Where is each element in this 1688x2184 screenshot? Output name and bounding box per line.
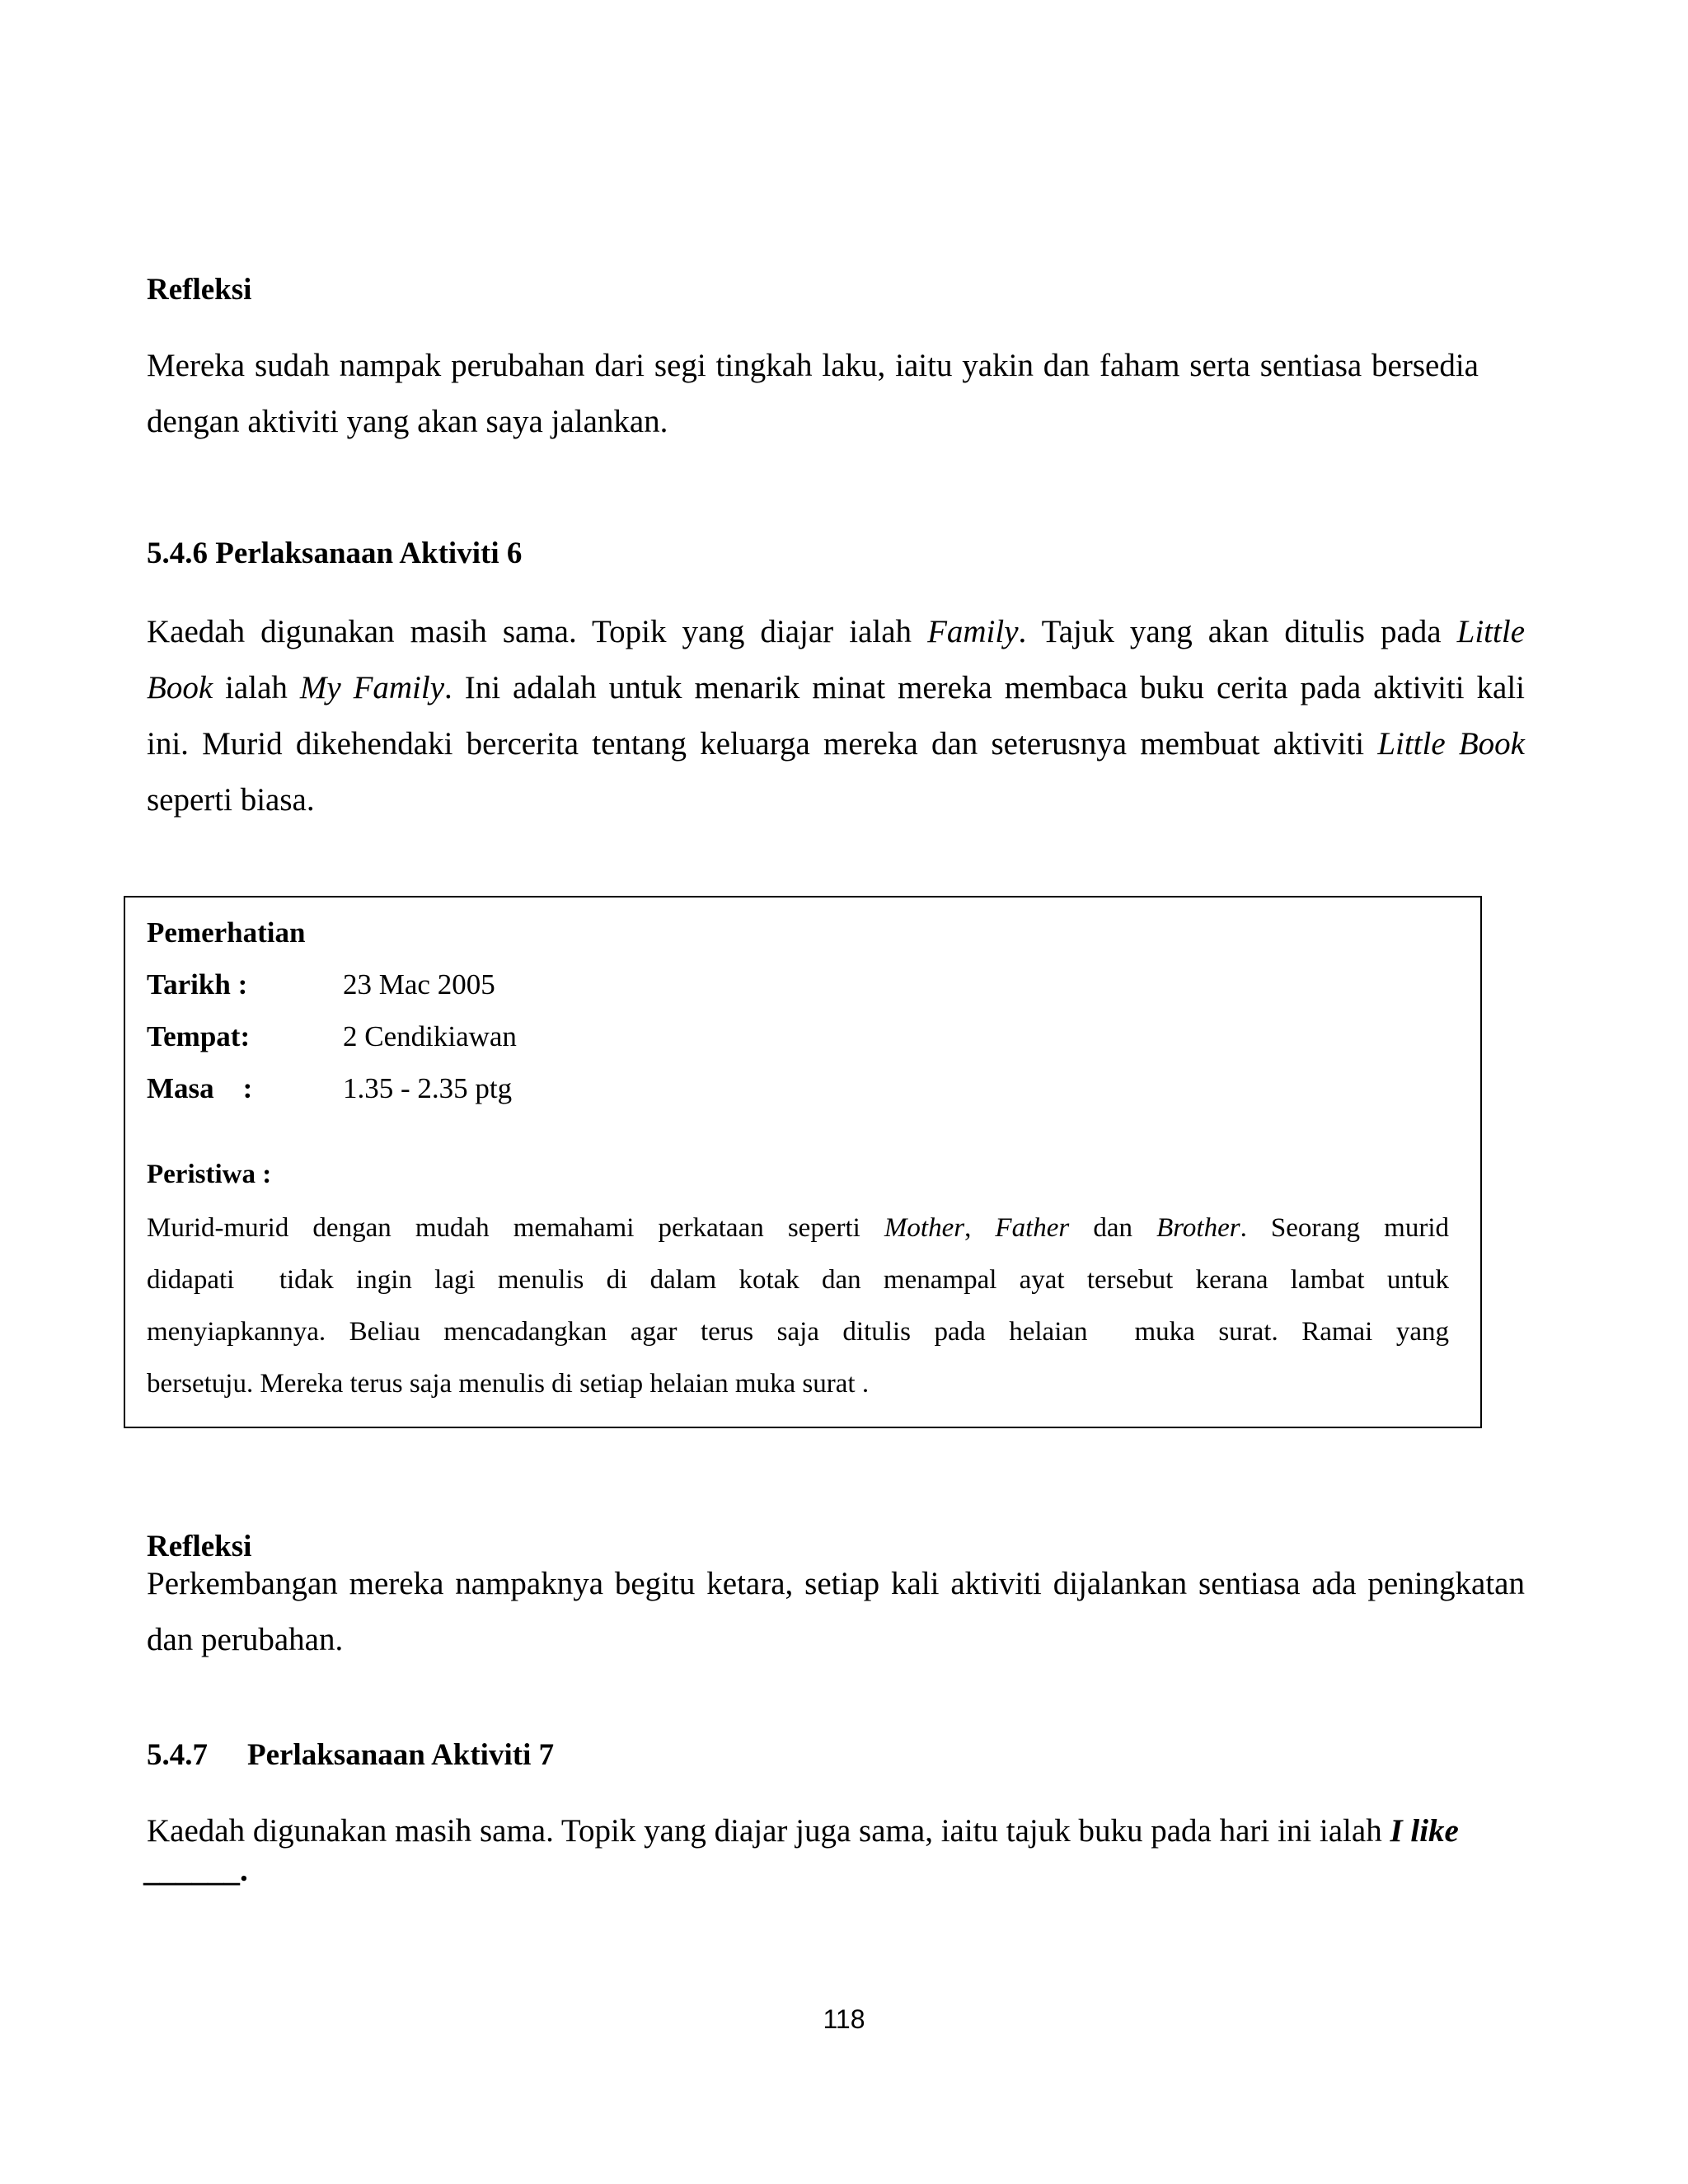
refleksi-1-paragraph	[147, 338, 1479, 450]
paragraph-line: didapati tidak ingin lagi menulis di dalam kotak dan menampal ayat tersebut kerana lambat untuk	[147, 1265, 1449, 1295]
date-label: Tarikh :	[147, 968, 248, 1001]
paragraph-line: seperti biasa.	[147, 782, 315, 818]
event-paragraph	[147, 1202, 1449, 1410]
observation-box	[124, 896, 1482, 1428]
paragraph-line: Kaedah digunakan masih sama. Topik yang diajar ialah Family. Tajuk yang akan ditulis pada Little	[147, 614, 1525, 649]
paragraph-line: Book ialah My Family. Ini adalah untuk menarik minat mereka membaca buku cerita pada aktiviti kali	[147, 670, 1526, 705]
section-heading-aktiviti-6: 5.4.6 Perlaksanaan Aktiviti 6	[147, 537, 523, 570]
paragraph-line: ini. Murid dikehendaki bercerita tentang keluarga mereka dan seterusnya membuat aktiviti Little Book	[147, 726, 1525, 762]
page-number: 118	[823, 2004, 865, 2034]
paragraph-line: dengan aktiviti yang akan saya jalankan.	[147, 404, 668, 439]
section-heading-refleksi-1: Refleksi	[147, 273, 252, 307]
section-heading-refleksi-2: Refleksi	[147, 1530, 252, 1563]
paragraph-line: Mereka sudah nampak perubahan dari segi tingkah laku, iaitu yakin dan faham serta sentiasa bersedia	[147, 348, 1479, 383]
aktiviti-7-blank: ______.	[143, 1853, 248, 1888]
section-heading-aktiviti-7-title: Perlaksanaan Aktiviti 7	[247, 1738, 555, 1772]
event-label: Peristiwa :	[147, 1160, 272, 1189]
section-heading-aktiviti-7-number: 5.4.7	[147, 1738, 208, 1772]
place-value: 2 Cendikiawan	[343, 1020, 517, 1052]
refleksi-2-paragraph	[147, 1556, 1525, 1668]
time-label: Masa :	[147, 1072, 253, 1104]
paragraph-line: menyiapkannya. Beliau mencadangkan agar terus saja ditulis pada helaian muka surat. Ramai yang	[147, 1317, 1449, 1347]
observation-title: Pemerhatian	[147, 916, 306, 949]
date-value: 23 Mac 2005	[343, 968, 495, 1001]
paragraph-line: Perkembangan mereka nampaknya begitu ketara, setiap kali aktiviti dijalankan sentiasa ada peningkatan	[147, 1566, 1525, 1601]
aktiviti-6-paragraph	[147, 604, 1525, 828]
time-value: 1.35 - 2.35 ptg	[343, 1072, 513, 1104]
paragraph-line: bersetuju. Mereka terus saja menulis di setiap helaian muka surat .	[147, 1369, 870, 1399]
aktiviti-7-line-1: Kaedah digunakan masih sama. Topik yang diajar juga sama, iaitu tajuk buku pada hari ini ialah I like	[147, 1813, 1459, 1849]
place-label: Tempat:	[147, 1020, 251, 1052]
paragraph-line: dan perubahan.	[147, 1622, 344, 1657]
paragraph-line: Murid-murid dengan mudah memahami perkataan seperti Mother, Father dan Brother. Seorang murid	[147, 1213, 1449, 1243]
